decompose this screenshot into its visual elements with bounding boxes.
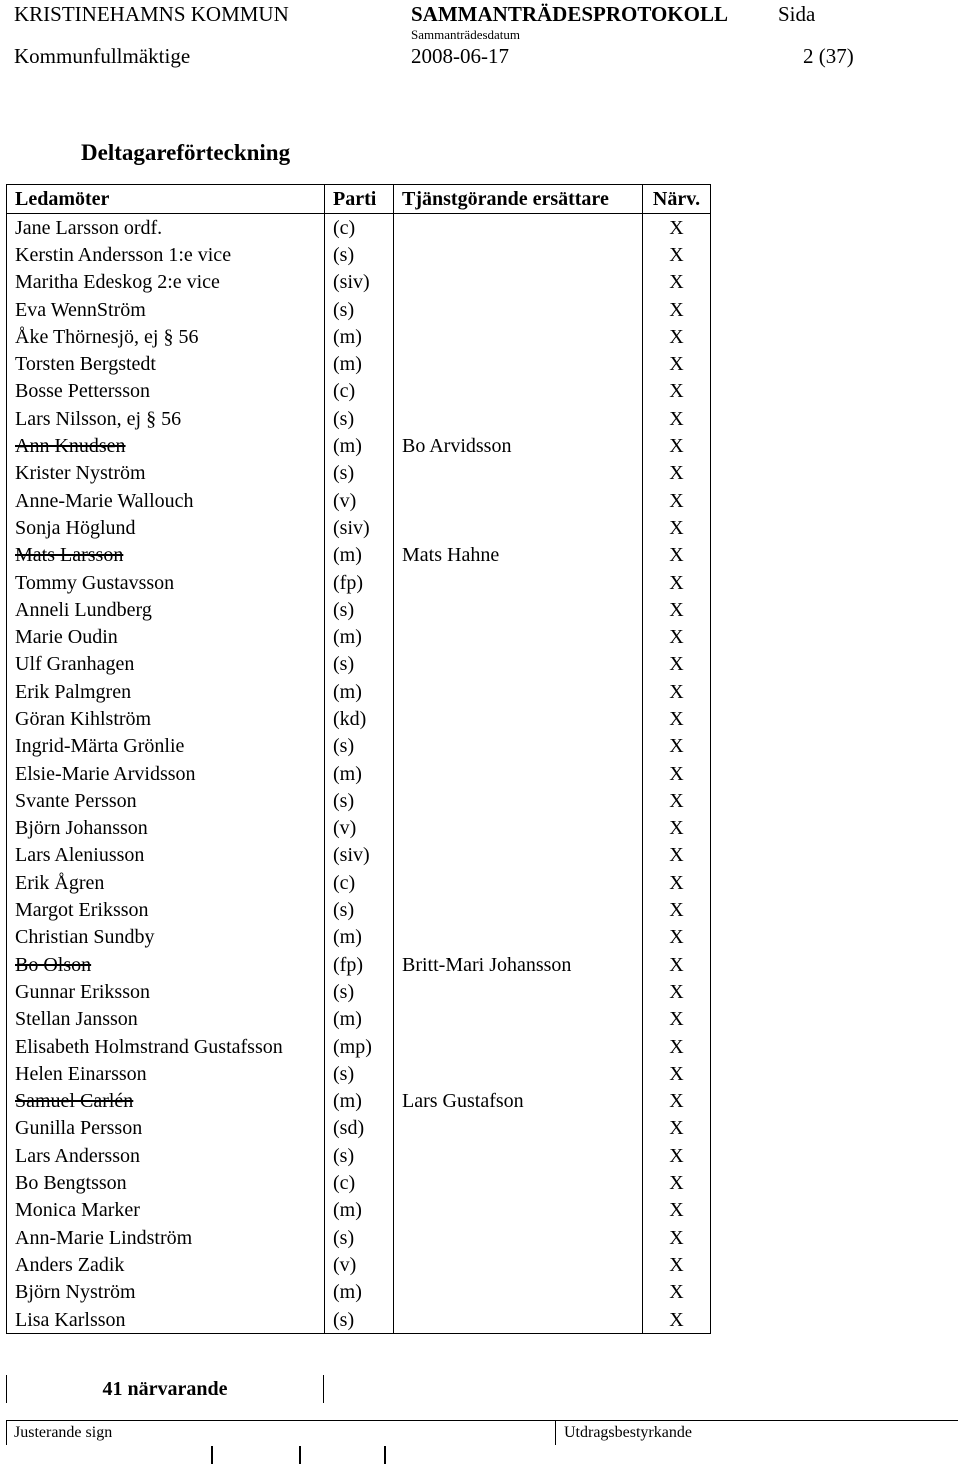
- presence-mark: X: [643, 1033, 711, 1060]
- footer-cell-border-right: [555, 1421, 556, 1445]
- attendance-table: [6, 184, 711, 1334]
- table-row: [7, 1033, 711, 1060]
- extract-label: Utdragsbestyrkande: [564, 1424, 692, 1441]
- party: (mp): [325, 1033, 394, 1060]
- table-row: [7, 405, 711, 432]
- substitute-name: [394, 924, 643, 951]
- table-row: [7, 760, 711, 787]
- member-name: Björn Johansson: [7, 815, 325, 842]
- member-name: Bo Olson: [7, 951, 325, 978]
- presence-mark: X: [643, 651, 711, 678]
- substitute-name: [394, 787, 643, 814]
- substitute-name: [394, 460, 643, 487]
- table-row: [7, 569, 711, 596]
- member-name: Gunnar Eriksson: [7, 978, 325, 1005]
- party: (s): [325, 978, 394, 1005]
- substitute-name: [394, 514, 643, 541]
- presence-mark: X: [643, 323, 711, 350]
- member-name: Ann Knudsen: [7, 432, 325, 459]
- party: (sd): [325, 1115, 394, 1142]
- table-row: [7, 951, 711, 978]
- party: (m): [325, 350, 394, 377]
- party: (s): [325, 733, 394, 760]
- party: (m): [325, 623, 394, 650]
- presence-mark: X: [643, 569, 711, 596]
- member-name: Helen Einarsson: [7, 1060, 325, 1087]
- substitute-name: [394, 733, 643, 760]
- party: (s): [325, 1142, 394, 1169]
- table-row: [7, 432, 711, 459]
- member-name: Eva WennStröm: [7, 296, 325, 323]
- substitute-name: [394, 815, 643, 842]
- table-row: [7, 1306, 711, 1334]
- presence-mark: X: [643, 1279, 711, 1306]
- table-row: [7, 1060, 711, 1087]
- presence-mark: X: [643, 1142, 711, 1169]
- member-name: Torsten Bergstedt: [7, 350, 325, 377]
- substitute-name: [394, 1033, 643, 1060]
- signature-box-divider: [384, 1446, 386, 1464]
- page-number: 2 (37): [803, 44, 854, 68]
- substitute-name: [394, 1197, 643, 1224]
- party: (m): [325, 432, 394, 459]
- party: (m): [325, 1279, 394, 1306]
- presence-mark: X: [643, 733, 711, 760]
- substitute-name: [394, 1279, 643, 1306]
- table-row: [7, 1197, 711, 1224]
- presence-mark: X: [643, 787, 711, 814]
- table-row: [7, 1169, 711, 1196]
- party: (s): [325, 1224, 394, 1251]
- substitute-name: [394, 623, 643, 650]
- party: (v): [325, 1251, 394, 1278]
- table-row: [7, 241, 711, 268]
- member-name: Åke Thörnesjö, ej § 56: [7, 323, 325, 350]
- table-row: [7, 378, 711, 405]
- presence-mark: X: [643, 214, 711, 242]
- party: (s): [325, 896, 394, 923]
- party: (siv): [325, 514, 394, 541]
- substitute-name: [394, 596, 643, 623]
- table-row: [7, 1251, 711, 1278]
- substitute-name: Britt-Mari Johansson: [394, 951, 643, 978]
- substitute-name: [394, 842, 643, 869]
- signature-box-divider: [211, 1446, 213, 1464]
- table-row: [7, 787, 711, 814]
- party: (v): [325, 487, 394, 514]
- presence-mark: X: [643, 1006, 711, 1033]
- substitute-name: [394, 651, 643, 678]
- member-name: Ingrid-Märta Grönlie: [7, 733, 325, 760]
- presence-mark: X: [643, 978, 711, 1005]
- sign-label: Justerande sign: [14, 1424, 113, 1441]
- party: (c): [325, 869, 394, 896]
- substitute-name: [394, 487, 643, 514]
- substitute-name: [394, 569, 643, 596]
- substitute-name: [394, 378, 643, 405]
- party: (kd): [325, 705, 394, 732]
- signature-box-divider: [299, 1446, 301, 1464]
- table-row: [7, 896, 711, 923]
- member-name: Christian Sundby: [7, 924, 325, 951]
- presence-mark: X: [643, 705, 711, 732]
- party: (s): [325, 296, 394, 323]
- presence-mark: X: [643, 1224, 711, 1251]
- member-name: Monica Marker: [7, 1197, 325, 1224]
- member-name: Mats Larsson: [7, 542, 325, 569]
- table-row: [7, 924, 711, 951]
- table-row: [7, 350, 711, 377]
- attendance-summary: 41 närvarande: [6, 1375, 324, 1403]
- party: (siv): [325, 269, 394, 296]
- substitute-name: [394, 678, 643, 705]
- table-header-row: [7, 185, 711, 214]
- table-row: [7, 296, 711, 323]
- presence-mark: X: [643, 815, 711, 842]
- party: (siv): [325, 842, 394, 869]
- table-row: [7, 733, 711, 760]
- party: (s): [325, 1060, 394, 1087]
- committee-name: Kommunfullmäktige: [14, 44, 191, 68]
- party: (m): [325, 1088, 394, 1115]
- table-row: [7, 1115, 711, 1142]
- column-header-substitute: Tjänstgörande ersättare: [394, 185, 643, 214]
- member-name: Lisa Karlsson: [7, 1306, 325, 1334]
- member-name: Gunilla Persson: [7, 1115, 325, 1142]
- member-name: Sonja Höglund: [7, 514, 325, 541]
- presence-mark: X: [643, 951, 711, 978]
- presence-mark: X: [643, 678, 711, 705]
- table-row: [7, 815, 711, 842]
- presence-mark: X: [643, 842, 711, 869]
- table-row: [7, 623, 711, 650]
- party: (s): [325, 460, 394, 487]
- presence-mark: X: [643, 514, 711, 541]
- presence-mark: X: [643, 1060, 711, 1087]
- table-row: [7, 1142, 711, 1169]
- table-row: [7, 1088, 711, 1115]
- substitute-name: [394, 269, 643, 296]
- presence-mark: X: [643, 269, 711, 296]
- table-row: [7, 1224, 711, 1251]
- table-row: [7, 514, 711, 541]
- substitute-name: [394, 896, 643, 923]
- member-name: Göran Kihlström: [7, 705, 325, 732]
- presence-mark: X: [643, 432, 711, 459]
- table-row: [7, 869, 711, 896]
- table-row: [7, 1006, 711, 1033]
- substitute-name: [394, 350, 643, 377]
- member-name: Stellan Jansson: [7, 1006, 325, 1033]
- table-row: [7, 1279, 711, 1306]
- substitute-name: [394, 869, 643, 896]
- member-name: Bosse Pettersson: [7, 378, 325, 405]
- party: (s): [325, 1306, 394, 1334]
- member-name: Elsie-Marie Arvidsson: [7, 760, 325, 787]
- presence-mark: X: [643, 1088, 711, 1115]
- member-name: Anne-Marie Wallouch: [7, 487, 325, 514]
- party: (c): [325, 378, 394, 405]
- party: (c): [325, 214, 394, 242]
- party: (m): [325, 1006, 394, 1033]
- member-name: Anneli Lundberg: [7, 596, 325, 623]
- substitute-name: [394, 296, 643, 323]
- table-row: [7, 978, 711, 1005]
- table-row: [7, 542, 711, 569]
- substitute-name: [394, 1142, 643, 1169]
- party: (m): [325, 924, 394, 951]
- presence-mark: X: [643, 924, 711, 951]
- member-name: Ulf Granhagen: [7, 651, 325, 678]
- presence-mark: X: [643, 760, 711, 787]
- presence-mark: X: [643, 241, 711, 268]
- substitute-name: [394, 323, 643, 350]
- party: (c): [325, 1169, 394, 1196]
- column-header-party: Parti: [325, 185, 394, 214]
- table-row: [7, 214, 711, 242]
- page-title: Deltagareförteckning: [81, 140, 291, 165]
- substitute-name: [394, 1169, 643, 1196]
- presence-mark: X: [643, 1251, 711, 1278]
- column-header-present: Närv.: [643, 185, 711, 214]
- table-row: [7, 705, 711, 732]
- party: (m): [325, 678, 394, 705]
- member-name: Elisabeth Holmstrand Gustafsson: [7, 1033, 325, 1060]
- presence-mark: X: [643, 542, 711, 569]
- meeting-date: 2008-06-17: [411, 44, 509, 68]
- member-name: Kerstin Andersson 1:e vice: [7, 241, 325, 268]
- page-label: Sida: [778, 2, 816, 26]
- member-name: Björn Nyström: [7, 1279, 325, 1306]
- member-name: Lars Aleniusson: [7, 842, 325, 869]
- substitute-name: [394, 1060, 643, 1087]
- party: (s): [325, 787, 394, 814]
- substitute-name: [394, 1115, 643, 1142]
- substitute-name: [394, 705, 643, 732]
- presence-mark: X: [643, 1306, 711, 1334]
- presence-mark: X: [643, 487, 711, 514]
- substitute-name: Bo Arvidsson: [394, 432, 643, 459]
- substitute-name: [394, 1306, 643, 1334]
- substitute-name: [394, 1006, 643, 1033]
- member-name: Lars Nilsson, ej § 56: [7, 405, 325, 432]
- column-header-members: Ledamöter: [7, 185, 325, 214]
- substitute-name: [394, 241, 643, 268]
- presence-mark: X: [643, 350, 711, 377]
- presence-mark: X: [643, 460, 711, 487]
- member-name: Samuel Carlén: [7, 1088, 325, 1115]
- municipality-name: KRISTINEHAMNS KOMMUN: [14, 2, 289, 26]
- member-name: Ann-Marie Lindström: [7, 1224, 325, 1251]
- party: (m): [325, 1197, 394, 1224]
- party: (v): [325, 815, 394, 842]
- table-row: [7, 842, 711, 869]
- presence-mark: X: [643, 405, 711, 432]
- table-row: [7, 269, 711, 296]
- member-name: Tommy Gustavsson: [7, 569, 325, 596]
- document-type: SAMMANTRÄDESPROTOKOLL: [411, 2, 728, 26]
- presence-mark: X: [643, 623, 711, 650]
- substitute-name: [394, 1251, 643, 1278]
- presence-mark: X: [643, 296, 711, 323]
- substitute-name: Lars Gustafson: [394, 1088, 643, 1115]
- member-name: Maritha Edeskog 2:e vice: [7, 269, 325, 296]
- member-name: Anders Zadik: [7, 1251, 325, 1278]
- member-name: Erik Ågren: [7, 869, 325, 896]
- presence-mark: X: [643, 1197, 711, 1224]
- member-name: Erik Palmgren: [7, 678, 325, 705]
- member-name: Bo Bengtsson: [7, 1169, 325, 1196]
- member-name: Marie Oudin: [7, 623, 325, 650]
- footer-divider: [6, 1420, 958, 1421]
- party: (m): [325, 760, 394, 787]
- table-row: [7, 678, 711, 705]
- presence-mark: X: [643, 896, 711, 923]
- substitute-name: Mats Hahne: [394, 542, 643, 569]
- presence-mark: X: [643, 378, 711, 405]
- party: (s): [325, 241, 394, 268]
- meeting-date-label: Sammanträdesdatum: [411, 27, 521, 42]
- member-name: Krister Nyström: [7, 460, 325, 487]
- table-row: [7, 651, 711, 678]
- substitute-name: [394, 1224, 643, 1251]
- substitute-name: [394, 405, 643, 432]
- party: (s): [325, 596, 394, 623]
- table-row: [7, 596, 711, 623]
- party: (fp): [325, 951, 394, 978]
- member-name: Lars Andersson: [7, 1142, 325, 1169]
- footer-cell-border-left: [6, 1421, 7, 1445]
- member-name: Margot Eriksson: [7, 896, 325, 923]
- party: (m): [325, 542, 394, 569]
- member-name: Jane Larsson ordf.: [7, 214, 325, 242]
- presence-mark: X: [643, 869, 711, 896]
- party: (fp): [325, 569, 394, 596]
- substitute-name: [394, 760, 643, 787]
- party: (s): [325, 405, 394, 432]
- presence-mark: X: [643, 1169, 711, 1196]
- table-row: [7, 460, 711, 487]
- presence-mark: X: [643, 1115, 711, 1142]
- table-row: [7, 487, 711, 514]
- party: (m): [325, 323, 394, 350]
- presence-mark: X: [643, 596, 711, 623]
- table-row: [7, 323, 711, 350]
- substitute-name: [394, 214, 643, 242]
- substitute-name: [394, 978, 643, 1005]
- party: (s): [325, 651, 394, 678]
- member-name: Svante Persson: [7, 787, 325, 814]
